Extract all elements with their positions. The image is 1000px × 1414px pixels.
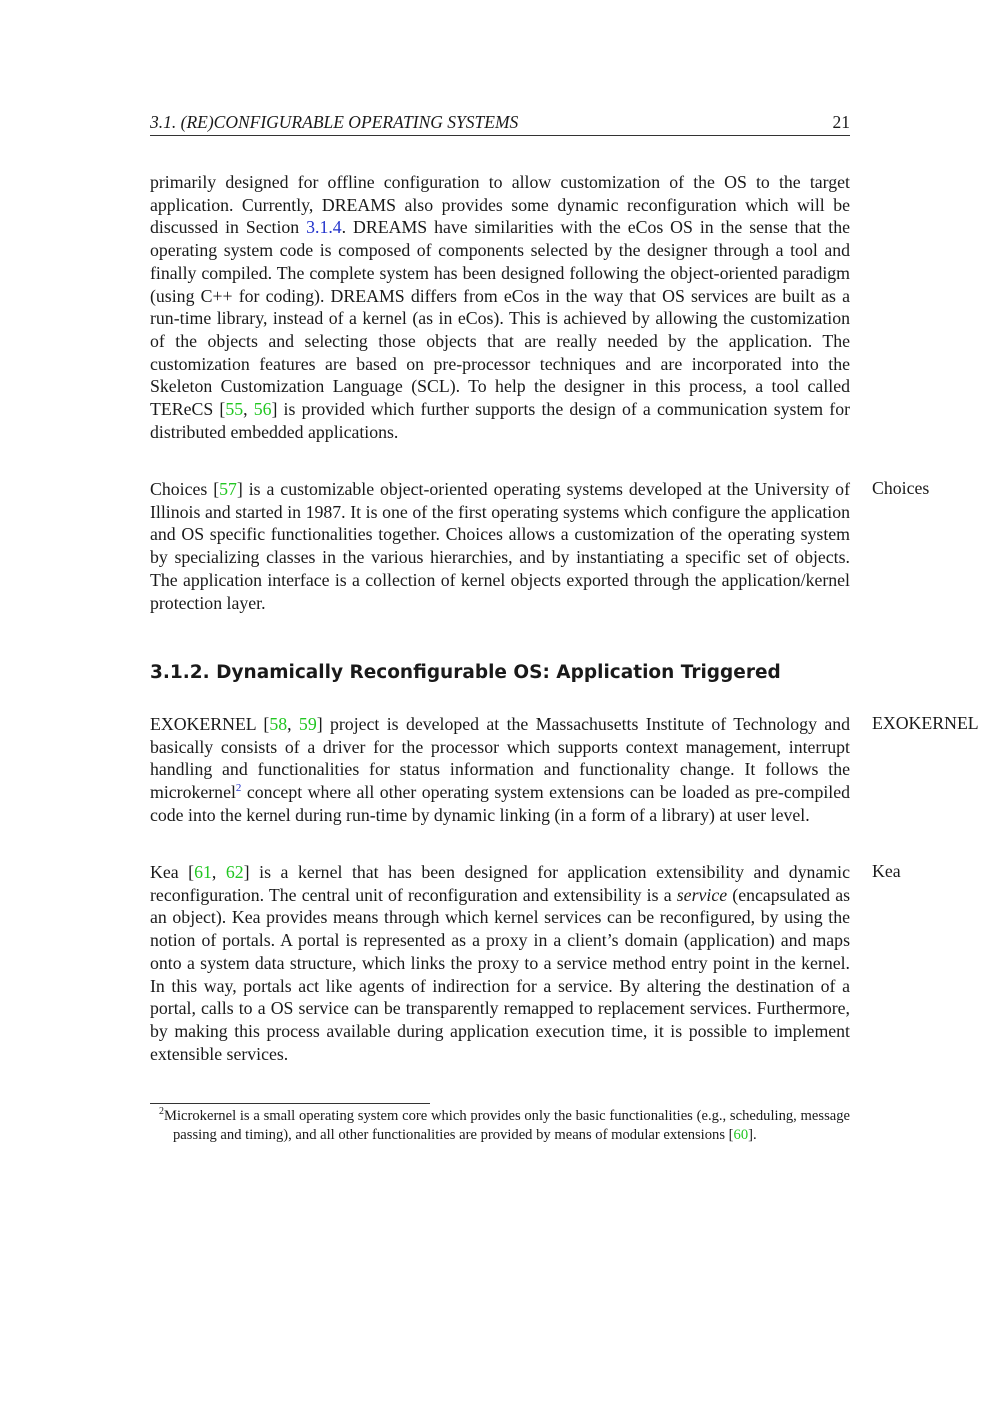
- margin-note-kea: Kea: [872, 861, 901, 881]
- paragraph-exokernel: EXOKERNEL [58, 59] project is developed at the Massachusetts Institute of Technology and basically consists of a driver for the processor which supports context management, interrupt handling and functionalities for status information and functionality change. It follows the microkernel$^2$ concept where all other operating system extensions can be loaded as pre-compiled code into the kernel during run-time by dynamic linking (in a form of a library) at user level.: [150, 714, 851, 825]
- citation-link[interactable]: 57: [219, 479, 237, 499]
- citation-link[interactable]: 55: [225, 399, 244, 420]
- paragraph-choices: Choices [57] is a customizable object-oriented operating systems developed at the University of Illinois and started in 1987. It is one of the first operating systems which configure the application and OS specific functionalities together. Choices allows a customization of the operating system by specializing classes in the various hierarchies, and by instantiating a specific set of objects. The application interface is a collection of kernel objects exported through the application/kernel protection layer.: [150, 479, 850, 613]
- margin-note-exokernel: EXOKERNEL: [872, 713, 979, 733]
- section-heading: 3.1.2. Dynamically Reconfigurable OS: Application Triggered: [150, 662, 781, 683]
- paragraph-kea: Kea [61, 62] is a kernel that has been designed for application extensibility and dynamic reconfiguration. The central unit of reconfiguration and extensibility is a service (encapsulated as an object). Kea provides means through which kernel services can be reconfigured, by using the notion of portals. A portal is represented as a proxy in a client’s domain (application) and maps onto a system data structure, which links the proxy to a service method entry point in the kernel. In this way, portals act like agents of indirection for a service. By altering the destination of a portal, calls to a OS service can be transparently remapped to replacement services. Furthermore, by making this process available during application execution time, it is possible to implement extensible services.: [150, 862, 851, 1064]
- running-header: [150, 110, 850, 136]
- section-link[interactable]: 3.1.4: [306, 217, 342, 238]
- citation-link[interactable]: 60: [733, 1127, 749, 1143]
- citation-link[interactable]: 61: [194, 862, 212, 882]
- margin-note-choices: Choices: [872, 478, 930, 498]
- citation-link[interactable]: 59: [298, 714, 317, 734]
- footnote-number: 2: [159, 1106, 164, 1118]
- chapter-title: 3.1. (RE)CONFIGURABLE OPERATING SYSTEMS: [150, 112, 519, 132]
- citation-link[interactable]: 62: [225, 862, 244, 882]
- citation-link[interactable]: 58: [269, 714, 288, 734]
- footnote-mark[interactable]: 2: [235, 782, 242, 795]
- page-number: 21: [832, 112, 850, 132]
- paragraph-dreams: primarily designed for offline configuration to allow customization of the OS to the target application. Currently, DREAMS also provides some dynamic reconfiguration which will be discussed in Section 3.1.4. DREAMS have similarities with the eCos OS in the sense that the operating system code is composed of components selected by the designer through a tool and finally compiled. The complete system has been designed following the object-oriented paradigm (using C++ for coding). DREAMS differs from eCos in the way that OS services are built as a run-time library, instead of a kernel (as in eCos). This is achieved by allowing the customization of the objects and selecting those objects that are really needed by the application. The customization features are based on pre-processor techniques and are incorporated into the Skeleton Customization Language (SCL). To help the designer in this process, a tool called TEReCS [55, 56] is provided which further supports the design of a communication system for distributed embedded applications.: [150, 172, 851, 442]
- footnote-rule: [150, 1103, 430, 1104]
- citation-link[interactable]: 56: [253, 399, 272, 420]
- footnote: $^2$Microkernel is a small operating system core which provides only the basic functionalities (e.g., scheduling, message passing and timing), and all other functionalities are provided by means of modular extensions [60].: [159, 1106, 850, 1143]
